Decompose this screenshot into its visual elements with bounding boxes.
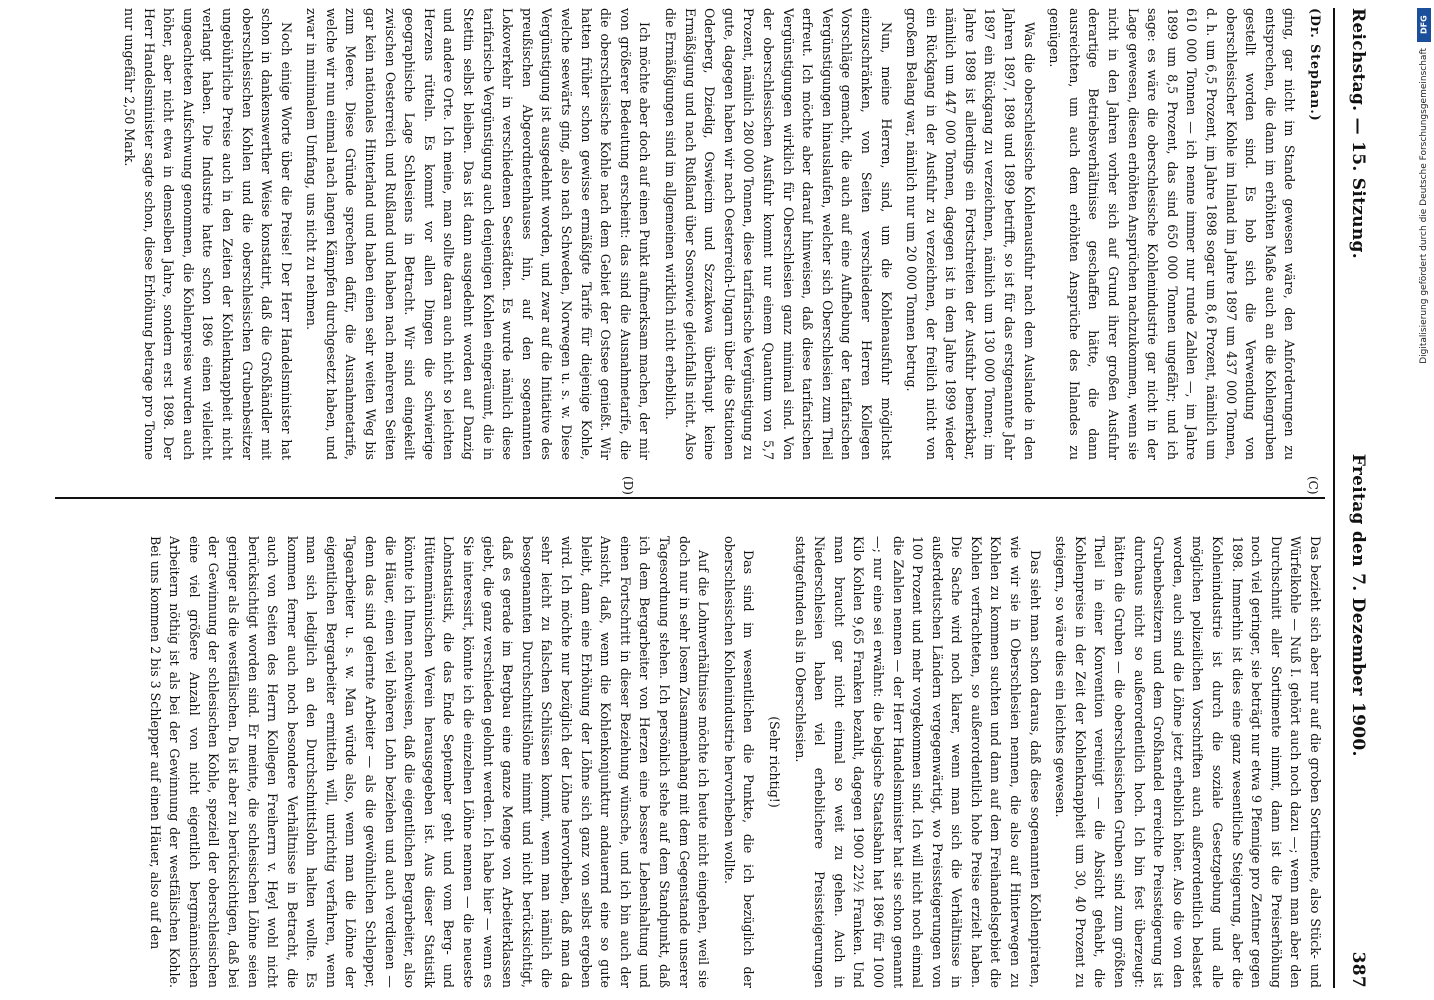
header-rule	[1333, 8, 1335, 988]
paragraph: Das sieht man schon daraus, daß diese sogenannten Kohlenpiraten, wie wir sie in Oberschlesien nennen, die also auf Hinterwegen zu Kohlen zu kommen suchten und dann auf dem Freihandelsgebiet die Kohlen verfrachteten, so außerordentlich hohe Preise erzielt haben. Die Sache wird noch klarer, wenn man sich die Verhältnisse in außerdeutschen Ländern vergegenwärtigt, wo Preissteigerungen von 100 Prozent und mehr vorgekommen sind. Ich will nicht noch einmal die Zahlen nennen — der Herr Handelsminister hat sie schon genannt —; nur eine sei erwähnt: die belgische Staatsbahn hat 1896 für 1000 Kilo Kohlen 9,65 Franken bezahlt, dagegen 1900 22½ Franken. Und man braucht gar nicht einmal so weit zu gehen. Auch in Niederschlesien haben viel erheblichere Preissteigerungen stattgefunden als in Oberschlesien.	[792, 536, 1043, 988]
paragraph: Ich möchte aber doch auf einen Punkt aufmerksam machen, der mir von größerer Bedeutung erscheint: das sind die Ausnahmetarife, die die oberschlesische Kohle nach dem Gebiet der Ostsee genießt. Wir hatten früher schon gewisse ermäßigte Tarife für diejenige Kohle, welche seewärts ging, also nach Schweden, Norwegen u. s. w. Diese Vergünstigung ist ausgedehnt worden, und zwar auf die Initiative des preußischen Abgeordnetenhauses hin, auf den sogenannten Lokoverkehr in verschiedenen Seestädten. Es wurde nämlich diese tarifarische Vergünstigung auch denjenigen Kohlen eingeräumt, die in Stettin selbst bleiben. Das ist dann ausgedehnt worden auf Danzig und andere Orte. Ich meine, man sollte daran auch nicht so leichten Herzens rütteln. Es kommt vor allen Dingen die schwierige geographische Lage Schlesiens in Betracht. Wir sind eingekeilt zwischen Oesterreich und Rußland und haben nach mehreren Seiten gar kein nationales Hinterland und haben einen sehr weiten Weg bis zum Meere. Diese Gründe sprechen dafür, die Ausnahmetarife, welche wir nun einmal nach langen Kämpfen durchgesetzt haben, und zwar in minimalem Umfang, uns nicht zu nehmen.	[304, 8, 653, 460]
dfg-logo: DFG	[1417, 8, 1431, 42]
paragraph: ging, gar nicht im Stande gewesen wäre, den Anforderungen zu entsprechen, die dann im erhöhten Maße auch an die Kohlengruben gestellt worden sind. Es hob sich die Verwendung von oberschlesischer Kohle im Inland im Jahre 1897 um 437 000 Tonnen, d. h. um 6,5 Prozent, im Jahre 1898 sogar um 8,6 Prozent, nämlich um 610 000 Tonnen — ich nenne immer nur runde Zahlen —, im Jahre 1899 um 8,5 Prozent, das sind 650 000 Tonnen ungefähr; und ich sage: es wäre die oberschlesische Kohlenindustrie gar nicht in der Lage gewesen, diesen erhöhten Ansprüchen nachzukommen, wenn sie nicht in den Jahren vorher sich auf Grund ihrer großen Ausfuhr derartige Betriebsverhältnisse geschaffen hätte, die dann ausreichten, um auch dem erhöhten Ansprüche des Inlandes zu genügen.	[1047, 8, 1298, 460]
digitization-watermark	[1416, 8, 1432, 992]
document-page	[45, 8, 1375, 988]
margin-marker-d: (D)	[621, 476, 635, 495]
watermark-text: Digitalisierung gefördert durch die Deutsche Forschungsgemeinschaft	[1419, 48, 1429, 364]
interjection: (Sehr richtig!)	[766, 716, 782, 808]
margin-marker-c: (C)	[1306, 476, 1320, 495]
page-number: 387	[1348, 951, 1368, 988]
left-column	[55, 8, 1325, 460]
page-header	[1341, 8, 1375, 988]
paragraph: Auf die Lohnverhältnisse möchte ich heute nicht eingehen, weil sie doch nur in sehr losem Zusammenhang mit dem Gegenstande unserer Tagesordnung stehen. Ich persönlich stehe auf dem Standpunkt, daß ich dem Bergarbeiter von Herzen eine bessere Lebenshaltung und einen Fortschritt in dieser Beziehung wünsche, und ich bin auch der Ansicht, daß, wenn die Kohlenkonjunktur andauernd eine so gute bleibt, dann eine Erhöhung der Löhne sich ganz von selbst ergeben wird. Ich möchte nur bezüglich der Löhne hervorheben, daß man da sehr leicht zu falschen Schlüssen kommt, wenn man nämlich die besogenannten Durchschnittslöhne nimmt und nicht berücksichtigt, daß es gerade im Bergbau eine ganze Menge von Arbeiterklassen giebt, die ganz verschieden gelohnt werden. Ich habe hier — wenn es Sie interessirt, könnte ich die einzelnen Löhne nennen — die neueste Lohnstatistik, die das Ende September geht und vom Berg- und Hüttenmännischen Verein herausgegeben ist. Aus dieser Statistik könnte ich Ihnen nachweisen, daß die eigentlichen Bergarbeiter, also die Häuer, einen viel höheren Lohn beziehen und auch verdienen — denn das sind gelernte Arbeiter — als die gewöhnlichen Schlepper, Tagearbeiter u. s. w. Man würde also, wenn man die Löhne der eigentlichen Bergarbeiter ermitteln will, unrichtig verfahren, wenn man sich lediglich an den Durchschnittslohn halten wollte. Es kommen ferner auch noch besondere Verhältnisse in Betracht, die auch von Seiten des Herrn Kollegen Freiherrn v. Heyl wohl nicht berücksichtigt worden sind. Er meinte, die schlesischen Löhne seien geringer als die westfälischen. Da ist aber zu berücksichtigen, daß bei der Gewinnung der schlesischen Kohle, speziell der oberschlesischen eine viel größere Anzahl von nicht eigentlich bergmännischen Arbeitern nöthig ist als bei der Gewinnung der westfälischen Kohle. Bei uns kommen 2 bis 3 Schlepper auf einen Häuer, also auf den	[147, 536, 712, 988]
paragraph: Das sind im wesentlichen die Punkte, die ich bezüglich der oberschlesischen Kohlenindustrie hervorheben wollte.	[721, 536, 757, 988]
column-divider	[55, 497, 1325, 499]
paragraph: Was die oberschlesische Kohlenausfuhr nach dem Auslande in den Jahren 1897, 1898 und 1899 betrifft, so ist für das erstgenannte Jahr 1897 ein Rückgang zu verzeichnen, nämlich um 130 000 Tonnen; im Jahre 1898 ist allerdings ein Fortschreiten der Ausfuhr bemerkbar, nämlich um 447 000 Tonnen, dagegen ist in dem Jahre 1899 wieder ein Rückgang in der Ausfuhr zu verzeichnen, der freilich nicht von großem Belang war, nämlich nur um 20 000 Tonnen betrug.	[904, 8, 1037, 460]
paragraph: Noch einige Worte über die Preise! Der Herr Handelsminister hat schon in dankenswerther Weise konstatirt, daß die Großhändler mit oberschlesischen Kohlen und die oberschlesischen Grubenbesitzer ungebührliche Preise auch in den Zeiten der Kohlenknappheit nicht verlangt haben. Die Industrie hatte schon 1896 einen vielleicht ungeachteten Aufschwung genommen, die Kohlenpreise wurden auch höher, aber nicht etwa in demselben Jahre, sondern erst 1898. Der Herr Handelsminister sagte schon, diese Erhöhung betrage pro Tonne nur ungefähr 2,50 Mark.	[121, 8, 294, 460]
header-left: Reichstag. — 15. Sitzung.	[1348, 8, 1368, 259]
speaker-label: (Dr. Stephan.)	[1308, 8, 1323, 122]
right-column	[55, 536, 1325, 988]
header-date: Freitag den 7. Dezember 1900.	[1348, 453, 1368, 757]
paragraph: Nun, meine Herren, sind, um die Kohlenausfuhr möglichst einzuschränken, von Seiten verschiedener Herren Kollegen Vorschläge gemacht, die auch auf eine Aufhebung der tarifarischen Vergünstigungen hinauslaufen, welcher sich Oberschlesien zum Theil erfreut. Ich möchte aber darauf hinweisen, daß diese tarifarischen Vergünstigungen wirklich für Oberschlesien ganz minimal sind. Von der oberschlesischen Ausfuhr kommt nur einem Quantum von 5,7 Prozent, nämlich 280 000 Tonnen, diese tarifarische Vergünstigung zu gute, dagegen haben wir nach Oesterreich-Ungarn über die Stationen Oderberg, Dziedig, Oswiecim und Szczakowa überhaupt keine Ermäßigung und nach Rußland über Sosnowice gleichfalls nicht. Also die Ermäßigungen sind im allgemeinen wirklich nicht erheblich.	[663, 8, 894, 460]
paragraph: Das bezieht sich aber nur auf die groben Sortimente, also Stück- und Würfelkohle — Nuß I. gehört auch noch dazu —; wenn man aber den Durchschnitt aller Sortimente nimmt, dann ist die Preiserhöhung noch viel geringer, sie beträgt nur etwa 9 Pfennige pro Zentner gegen 1898. Immerhin ist dies eine ganz wesentliche Steigerung, aber die Kohlenindustrie ist durch die soziale Gesetzgebung und alle möglichen polizeilichen Vorschriften auch außerordentlich belastet worden, auch sind die Löhne jetzt erheblich höher. Also die von den Grubenbesitzern und dem Großhandel erreichte Preissteigerung ist durchaus nicht so außerordentlich hoch. Ich bin fest überzeugt: hätten die Gruben — die oberschlesischen Gruben sind zum größten Theil in einer Konvention vereinigt — die Absicht gehabt, die Kohlenpreise in der Zeit der Kohlenknappheit um 30, 40 Prozent zu steigern, so wäre dies ein leichtes gewesen.	[1053, 536, 1323, 988]
